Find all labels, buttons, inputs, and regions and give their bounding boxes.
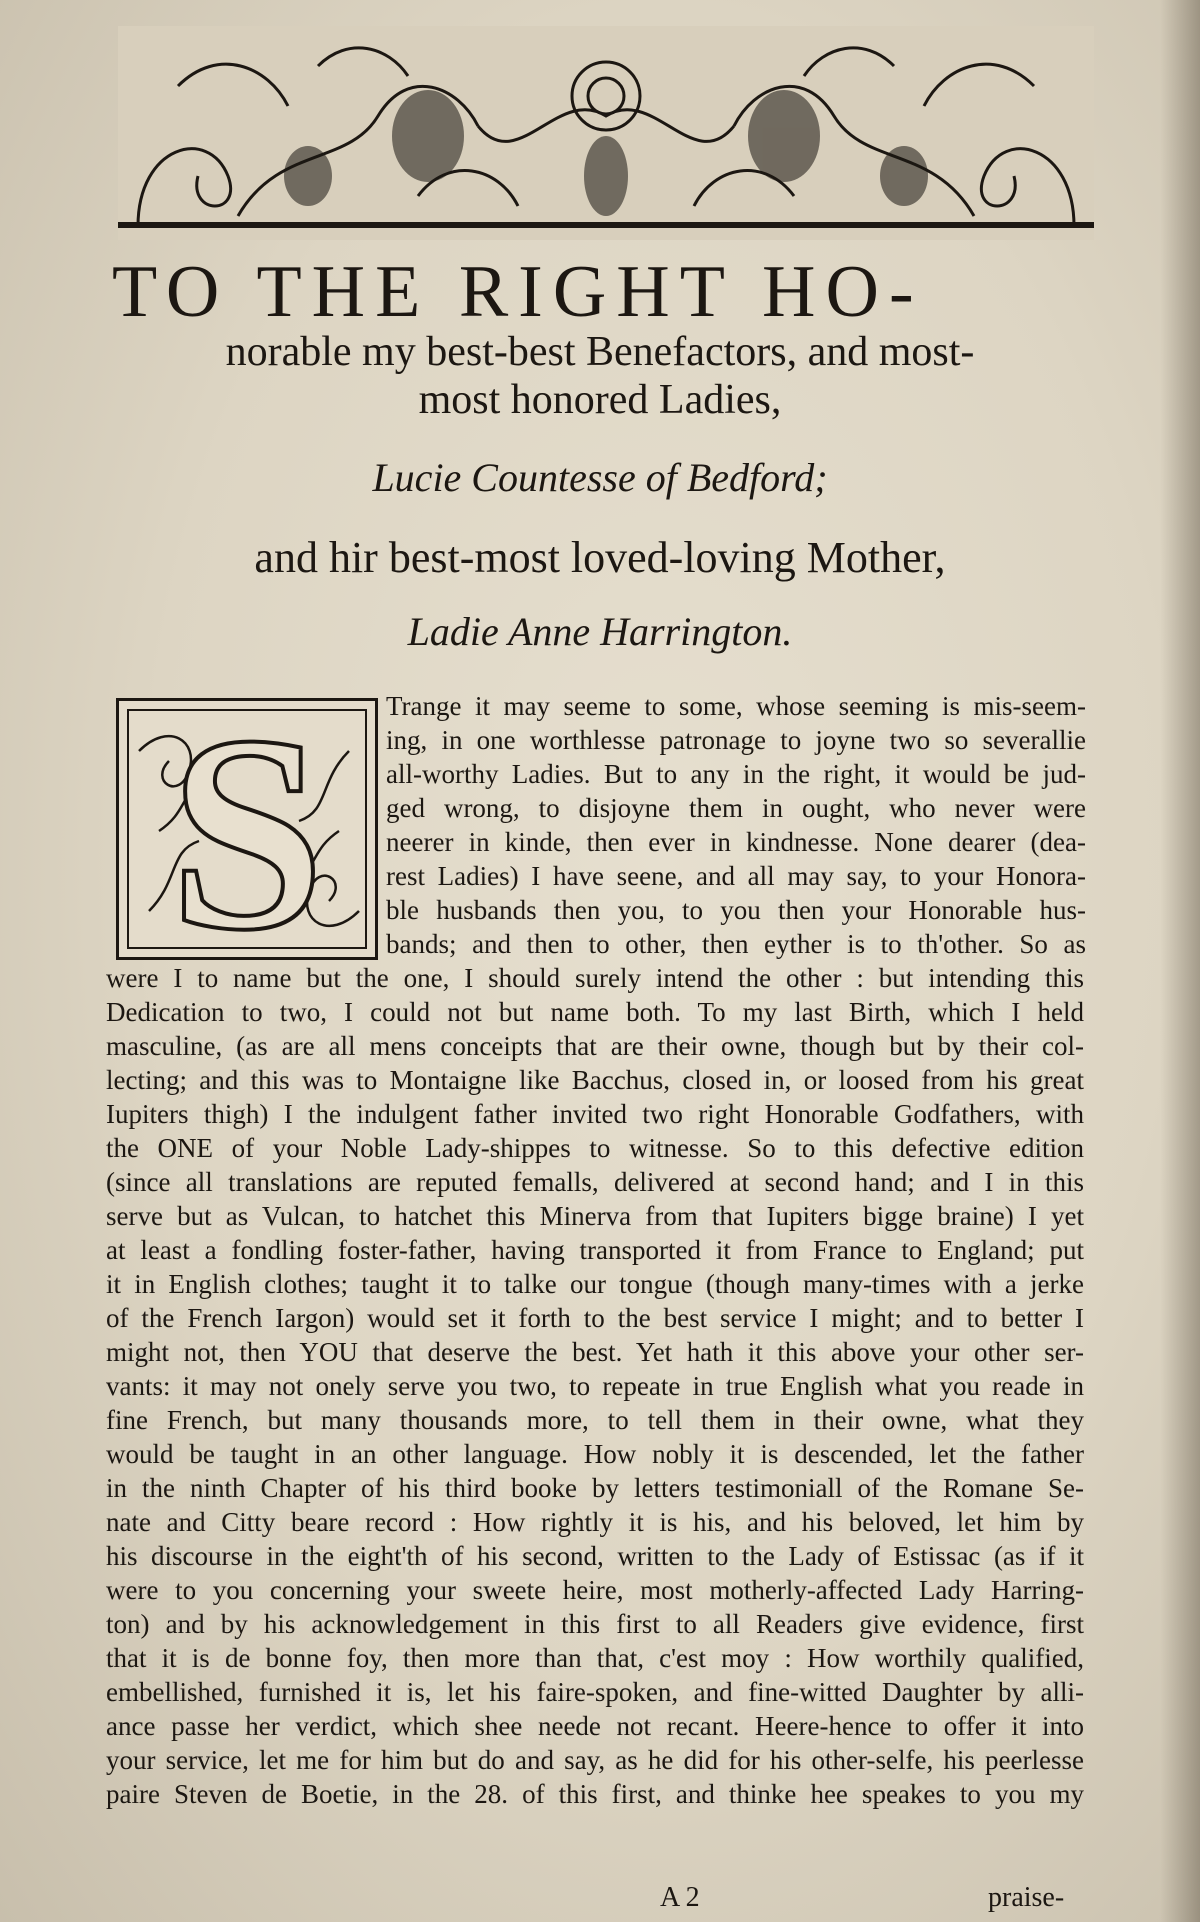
body-line: bands; and then to other, then eyther is to th'other. So as xyxy=(386,929,1086,959)
body-line: vants: it may not onely serve you two, to repeate in true English what you reade in xyxy=(106,1371,1084,1401)
body-line: ged wrong, to disjoyne them in ought, who never were xyxy=(386,793,1086,823)
body-line: of the French Iargon) would set it forth to the best service I might; and to better I xyxy=(106,1303,1084,1333)
body-line: masculine, (as are all mens conceipts that are their owne, though but by their col- xyxy=(106,1031,1084,1061)
body-line: embellished, furnished it is, let his faire-spoken, and fine-witted Daughter by alli- xyxy=(106,1677,1084,1707)
body-line: his discourse in the eight'th of his second, written to the Lady of Estissac (as if it xyxy=(106,1541,1084,1571)
body-line: paire Steven de Boetie, in the 28. of this first, and thinke hee speakes to you my xyxy=(106,1779,1084,1809)
dedication-title: TO THE RIGHT HO- xyxy=(112,251,924,333)
dedicatee-name-2: Ladie Anne Harrington. xyxy=(407,609,793,654)
body-line: fine French, but many thousands more, to tell them in their owne, what they xyxy=(106,1405,1084,1435)
decorated-initial xyxy=(116,698,378,960)
signature-mark: A 2 xyxy=(660,1882,700,1913)
catchword: praise- xyxy=(988,1882,1065,1913)
body-line: (since all translations are reputed femalls, delivered at second hand; and I in this xyxy=(106,1167,1084,1197)
body-line: were I to name but the one, I should surely intend the other : but intending this xyxy=(106,963,1084,993)
body-line: ing, in one worthlesse patronage to joyne two so severallie xyxy=(386,725,1086,755)
body-line: Trange it may seeme to some, whose seeming is mis-seem- xyxy=(386,691,1086,721)
body-line: Iupiters thigh) I the indulgent father invited two right Honorable Godfathers, with xyxy=(106,1099,1084,1129)
body-line: all-worthy Ladies. But to any in the right, it would be jud- xyxy=(386,759,1086,789)
body-line: nate and Citty beare record : How rightly it is his, and his beloved, let him by xyxy=(106,1507,1084,1537)
body-line: ance passe her verdict, which shee neede not recant. Heere-hence to offer it into xyxy=(106,1711,1084,1741)
body-line: the ONE of your Noble Lady-shippes to witnesse. So to this defective edition xyxy=(106,1133,1084,1163)
body-line: might not, then YOU that deserve the best. Yet hath it this above your other ser- xyxy=(106,1337,1084,1367)
body-line: that it is de bonne foy, then more than that, c'est moy : How worthily qualified, xyxy=(106,1643,1084,1673)
dedication-line-2: norable my best-best Benefactors, and most- xyxy=(225,329,975,375)
body-line: neerer in kinde, then ever in kindnesse. None dearer (dea- xyxy=(386,827,1086,857)
body-line: it in English clothes; taught it to talke our tongue (though many-times with a jerke xyxy=(106,1269,1084,1299)
initial-letter: S xyxy=(169,709,325,949)
body-line: in the ninth Chapter of his third booke by letters testimoniall of the Romane Se- xyxy=(106,1473,1084,1503)
body-line: were to you concerning your sweete heire, most motherly-affected Lady Harring- xyxy=(106,1575,1084,1605)
page-edge-shadow xyxy=(1160,0,1200,1922)
body-line: would be taught in an other language. How nobly it is descended, let the father xyxy=(106,1439,1084,1469)
body-line: your service, let me for him but do and say, as he did for his other-selfe, his peerlesse xyxy=(106,1745,1084,1775)
dedication-line-4: and hir best-most loved-loving Mother, xyxy=(254,533,946,582)
body-line: serve but as Vulcan, to hatchet this Minerva from that Iupiters bigge braine) I yet xyxy=(106,1201,1084,1231)
body-line: at least a fondling foster-father, having transported it from France to England; put xyxy=(106,1235,1084,1265)
dedication-line-3: most honored Ladies, xyxy=(418,377,782,423)
dedicatee-name-1: Lucie Countesse of Bedford; xyxy=(372,455,828,500)
body-line: lecting; and this was to Montaigne like Bacchus, closed in, or loosed from his great xyxy=(106,1065,1084,1095)
body-line: Dedication to two, I could not but name both. To my last Birth, which I held xyxy=(106,997,1084,1027)
body-line: ton) and by his acknowledgement in this first to all Readers give evidence, first xyxy=(106,1609,1084,1639)
ornamental-headpiece xyxy=(118,26,1094,240)
body-line: rest Ladies) I have seene, and all may say, to your Honora- xyxy=(386,861,1086,891)
body-line: ble husbands then you, to you then your Honorable hus- xyxy=(386,895,1086,925)
decorated-initial-frame xyxy=(127,709,367,949)
